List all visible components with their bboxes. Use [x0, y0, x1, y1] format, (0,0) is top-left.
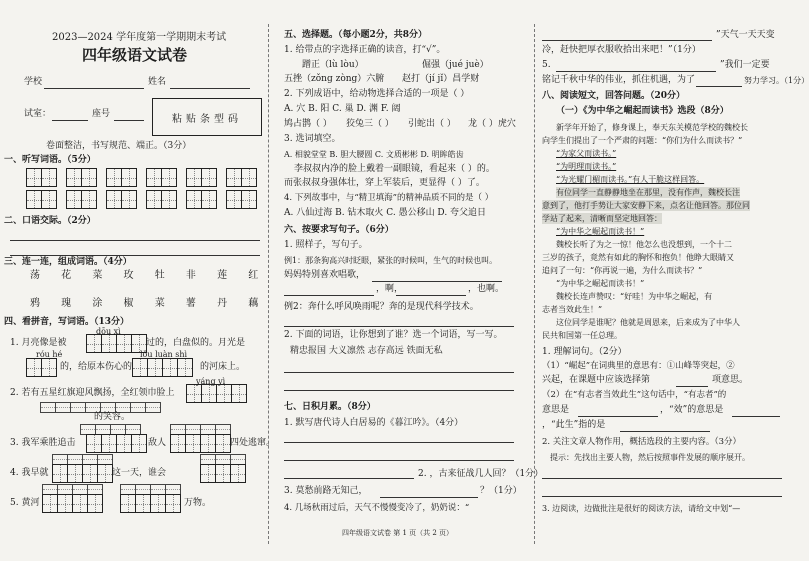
answer-line[interactable] — [542, 496, 782, 497]
choice-q2: 2. 下列成语中，给动物选择合适的一项是（ ） — [284, 89, 470, 99]
sentence-3c: 四处逃窜。 — [230, 438, 276, 448]
choice-q1-a: 蹭正（lù lòu） — [302, 60, 364, 70]
reading-q1g: ，“此生”指的是 — [542, 420, 606, 430]
pinyin-answer-box[interactable] — [120, 494, 181, 513]
pinyin: yáng yì — [196, 377, 226, 386]
example-1b: 妈妈特别喜欢唱歌， — [284, 270, 366, 280]
example-1d: ，也啊。 — [468, 284, 505, 294]
choice-q2-options: A. 穴 B. 阳 C. 巢 D. 渊 F. 阔 — [284, 104, 401, 114]
dictation-box[interactable] — [26, 190, 57, 209]
passage-title: （一）《为中华之崛起而读书》选段（8分） — [556, 106, 729, 116]
pinyin-answer-box[interactable] — [26, 358, 57, 377]
section-6-heading: 六、按要求写句子。（6分） — [284, 225, 394, 235]
passage-line: 学站了起来，清晰而坚定地回答： — [542, 214, 662, 223]
q5-text-2: 铭记千秋中华的伟业，抓住机遇，为了 — [542, 75, 696, 85]
pinyin-answer-box[interactable] — [86, 334, 147, 353]
column-divider — [534, 24, 535, 544]
choice-q3-a: 李叔叔内净的脸上戴着一副眼镜，看起来（ ）的。 — [294, 164, 495, 174]
dictation-box[interactable] — [106, 190, 137, 209]
answer-line[interactable] — [696, 86, 742, 87]
passage-line: “为中华之崛起而读书！” — [556, 279, 645, 288]
answer-line[interactable] — [284, 326, 514, 327]
pinyin-answer-box[interactable] — [170, 434, 231, 453]
sentence-2a: 2. 若有五星红旗迎风飘扬，全红领巾脸上 — [10, 388, 175, 398]
column-right — [536, 0, 809, 561]
answer-line[interactable] — [284, 460, 514, 461]
column-middle — [272, 0, 544, 561]
section-2-heading: 二、口语交际。（2分） — [4, 216, 96, 226]
reading-q3: 3. 边阅读，边做批注是很好的阅读方法，请给文中划“— — [542, 504, 741, 513]
school-label: 学校 — [24, 77, 43, 87]
answer-line[interactable] — [380, 497, 478, 498]
choice-q3-b: 而张叔叔身强体壮，穿上军装后，更显得（ ）了。 — [284, 178, 485, 188]
barcode-sticker-box — [152, 98, 262, 136]
passage-line: 魏校长听了为之一惊！他怎么也没想到，一个十二 — [556, 240, 732, 249]
passage-line: 新学年开始了，修身课上，奉天东关模范学校的魏校长 — [556, 123, 748, 132]
example-1c: ，啊， — [376, 284, 404, 294]
reading-q1a: （1）“崛起”在词典里的意思有：①山峰等突起，② — [542, 361, 735, 371]
section-5-heading: 五、选择题。（每小题2分，共8分） — [284, 30, 428, 40]
passage-line: 三岁的孩子，竟然有如此的胸怀和抱负！他睁大眼睛又 — [542, 253, 734, 262]
section-7-heading: 七、日积月累。（8分） — [284, 402, 376, 412]
reading-q1d: （2）在“有志者当效此生”这句话中，“有志者”的 — [542, 390, 727, 400]
sentence-1b: 过的，白盘似的。月光是 — [146, 338, 246, 348]
page-footer: 四年级语文试卷 第 1 页（共 2 页） — [342, 529, 454, 537]
passage-line: 志者当效此生！” — [542, 305, 603, 314]
reading-q1e: 意思是 — [542, 405, 570, 415]
answer-line[interactable] — [10, 240, 260, 241]
answer-line[interactable] — [542, 478, 782, 479]
sentence-1c: 的，给原本伤心的 — [60, 362, 133, 372]
choice-q4-options: A. 八仙过海 B. 钻木取火 C. 愚公移山 D. 夸父追日 — [284, 208, 487, 218]
reading-q1b: 兴起，在课题中应该选择第 — [542, 375, 651, 385]
reading-q1: 1. 理解词句。（2分） — [542, 347, 627, 357]
column-left — [0, 0, 276, 561]
dictation-box[interactable] — [26, 168, 57, 187]
choice-q1-d: 赵打（jí jǐ）昌学财 — [402, 74, 480, 84]
match-top-row: 荡 花 菜 玫 牡 非 莲 红 — [30, 270, 268, 281]
choice-q2-b: 狡兔三（ ） — [346, 119, 394, 129]
sentence-5b: 万物。 — [184, 498, 212, 508]
pinyin-answer-box[interactable] — [186, 384, 247, 403]
answer-line[interactable] — [396, 295, 466, 296]
passage-line: 民共和国第一任总理。 — [542, 331, 622, 340]
rewrite-q2: 2. 下面的词语，让你想到了谁？选一个词语，写一写。 — [284, 330, 503, 340]
answer-line[interactable] — [732, 416, 780, 417]
pinyin-answer-box[interactable] — [132, 358, 193, 377]
pinyin: lǒu luàn shì — [140, 350, 188, 359]
answer-line[interactable] — [284, 390, 514, 391]
sentence-3a: 3. 我军乘胜追击 — [10, 438, 76, 448]
answer-line[interactable] — [372, 281, 502, 282]
answer-line[interactable] — [620, 431, 710, 432]
example-1: 例1：那条狗高兴时眨眼，紧张的时候叫，生气的时候也叫。 — [284, 256, 498, 265]
word-options: 精忠报国 大义凛然 志存高远 铁面无私 — [290, 346, 443, 356]
dictation-box[interactable] — [146, 190, 177, 209]
pinyin: róu hé — [36, 350, 63, 359]
sentence-3b: 敌人 — [148, 438, 167, 448]
column-divider — [268, 24, 269, 544]
section-8-heading: 八、阅读短文，回答问题。（20分） — [542, 91, 686, 101]
dictation-box[interactable] — [226, 168, 257, 187]
section-4-heading: 四、看拼音，写词语。（13分） — [4, 317, 130, 327]
passage-line: 有位同学一直静静地坐在那里，没有作声，魏校长注 — [556, 188, 740, 197]
passage-line: 追问了一句：“你再说一遍，为什么而读书？” — [542, 266, 703, 275]
sentence-4a: 4. 我早就 — [10, 468, 49, 478]
q5-text-3: 努力学习。（1分） — [744, 76, 809, 85]
passage-line: 这位同学是谁呢？他就是周恩来，后来成为了中华人 — [556, 318, 740, 327]
choice-q1-c: 五挫（zǒng zòng）六腑 — [284, 74, 385, 84]
answer-line[interactable] — [284, 478, 414, 479]
passage-line: 向学生们提出了一个严肃的问题：“你们为什么而读书？” — [542, 136, 743, 145]
answer-line[interactable] — [10, 255, 260, 256]
passage-line: 魏校长连声赞叹：“好哇！为中华之崛起，有 — [556, 292, 713, 301]
term-heading: 2023—2024 学年度第一学期期末考试 — [52, 32, 227, 43]
pinyin-answer-box[interactable] — [200, 464, 246, 483]
dictation-box[interactable] — [146, 168, 177, 187]
recite-q2: 2. ，古来征战几人回？（1分） — [418, 469, 544, 479]
answer-line[interactable] — [556, 71, 716, 72]
dictation-box[interactable] — [186, 190, 217, 209]
sentence-1d: 的河床上。 — [200, 362, 246, 372]
dictation-box[interactable] — [66, 190, 97, 209]
q5-number: 5. — [542, 60, 551, 70]
name-label: 姓名 — [148, 77, 167, 87]
q5-text: ”我们一定要 — [720, 60, 770, 70]
choice-q4: 4. 下列故事中，与“精卫填海”的精神品质不同的是（ ） — [284, 193, 494, 203]
room-blank[interactable] — [52, 120, 88, 121]
dictation-box[interactable] — [186, 168, 217, 187]
dictation-box[interactable] — [66, 168, 97, 187]
section-1-heading: 一、听写词语。（5分） — [4, 155, 96, 165]
answer-line[interactable] — [284, 295, 374, 296]
seat-blank[interactable] — [114, 120, 144, 121]
section-3-heading: 三、连一连，组成词语。（4分） — [4, 257, 132, 267]
passage-line: “为中华之崛起而读书！” — [556, 227, 645, 236]
sentence-1a: 1. 月亮像是被 — [10, 338, 67, 348]
recite-q3-end: ？（1分） — [480, 486, 522, 496]
pinyin-answer-box[interactable] — [52, 464, 113, 483]
choice-q1: 1. 给带点的字选择正确的读音，打“√”。 — [284, 45, 446, 55]
example-2: 例2：奔什么呼风唤雨呢？奔的是现代科学技术。 — [284, 302, 479, 312]
answer-line[interactable] — [578, 416, 658, 417]
sentence-4b: 这一天，谁会 — [112, 468, 167, 478]
reading-q1c: 项意思。 — [712, 375, 749, 385]
passage-line: “为家父而读书。” — [556, 149, 617, 158]
choice-q3: 3. 选词填空。 — [284, 134, 341, 144]
neatness-note: 卷面整洁，书写规范、端正。（3分） — [46, 141, 192, 151]
dictation-box[interactable] — [226, 190, 257, 209]
sticker-label: 粘贴条型码 — [172, 113, 242, 125]
answer-line[interactable] — [284, 372, 514, 373]
dictation-box[interactable] — [106, 168, 137, 187]
reading-q2-hint: 提示：先找出主要人物，然后按照事件发展的顺序展开。 — [550, 453, 750, 462]
passage-line: “为光耀门楣而读书。”有人干脆这样回答。 — [556, 175, 705, 184]
recite-q3: 3. 莫愁前路无知己， — [284, 486, 368, 496]
match-bottom-row: 鸦 瑰 涂 椒 菜 薯 丹 藕 — [30, 298, 268, 309]
name-blank[interactable] — [170, 88, 250, 89]
seat-label: 座号 — [92, 109, 111, 119]
passage-line: 意到了，他打手势让大家安静下来，点名让他回答。那位同 — [542, 201, 750, 210]
rewrite-q1: 1. 照样子，写句子。 — [284, 240, 368, 250]
recite-q4: 4. 几场秋雨过后，天气不慢慢变冷了，奶奶说：“ — [284, 503, 470, 513]
choice-q1-b: 倔强（jué juè） — [422, 60, 489, 70]
answer-line[interactable] — [542, 40, 712, 41]
reading-q1f: ，“效”的意思是 — [660, 405, 724, 415]
recite-q1: 1. 默写唐代诗人白居易的《暮江吟》。（4分） — [284, 418, 464, 428]
choice-q3-options: A. 相貌堂堂 B. 胆大腰圆 C. 文质彬彬 D. 明眸皓齿 — [284, 150, 464, 159]
sentence-2b: 的笑容。 — [94, 412, 131, 422]
answer-line[interactable] — [676, 386, 708, 387]
pinyin-answer-box[interactable] — [86, 434, 147, 453]
passage-line: “为明理而读书。” — [556, 162, 617, 171]
q4-continued: ”天气一天天变 — [716, 30, 775, 40]
pinyin: dōu xì — [96, 327, 121, 336]
page-title: 四年级语文试卷 — [82, 46, 188, 64]
choice-q2-a: 鸠占鹊（ ） — [284, 119, 332, 129]
choice-q2-d: 龙（ ）虎穴 — [468, 119, 516, 129]
q4-continued-2: 冷，赶快把厚衣服收拾出来吧！”（1分） — [542, 45, 701, 55]
answer-line[interactable] — [284, 442, 514, 443]
school-blank[interactable] — [44, 88, 144, 89]
choice-q2-c: 引蛇出（ ） — [408, 119, 456, 129]
sentence-5a: 5. 黄河 — [10, 498, 40, 508]
pinyin-answer-box[interactable] — [42, 494, 103, 513]
room-label: 试室： — [24, 109, 52, 119]
reading-q2: 2. 关注文章人物作用，概括选段的主要内容。（3分） — [542, 437, 741, 447]
